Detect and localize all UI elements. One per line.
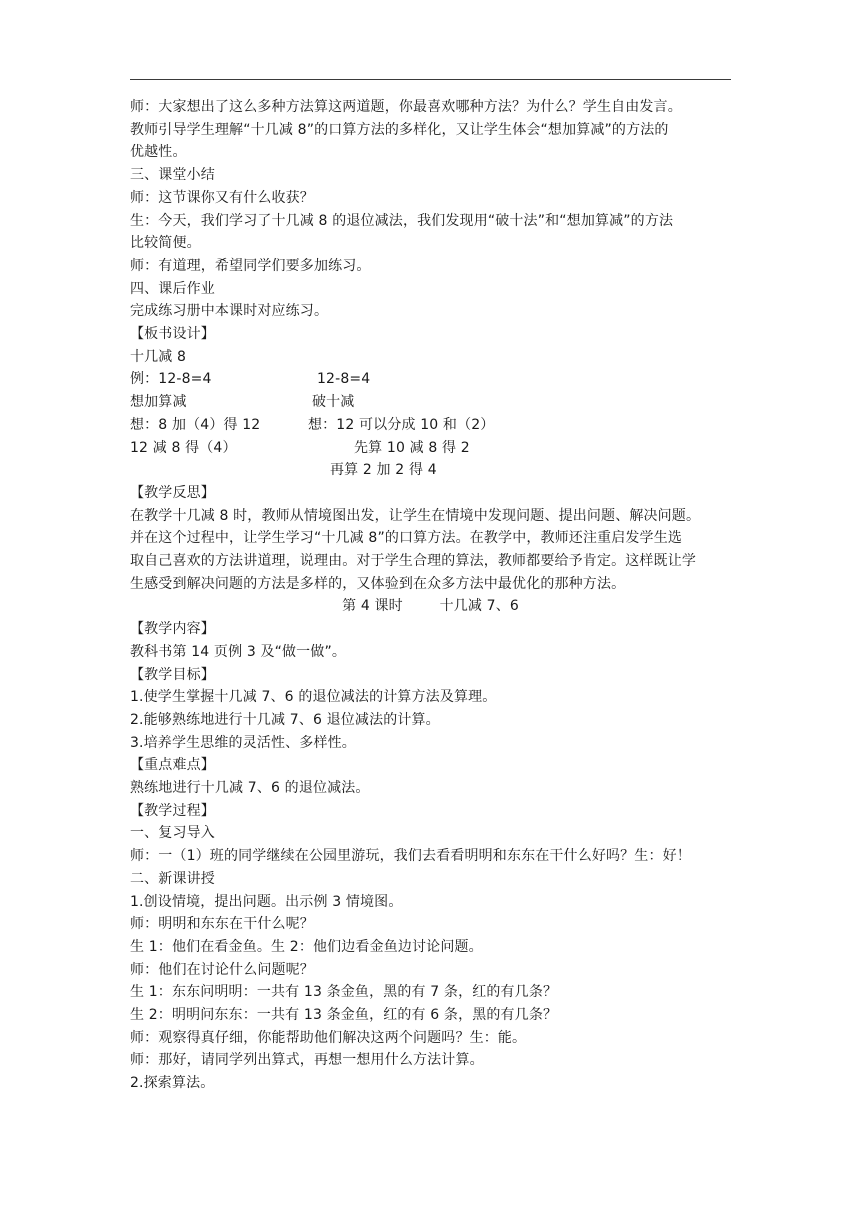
paragraph-line: 在教学十几减 8 时，教师从情境图出发，让学生在情境中发现问题、提出问题、解决问题。 — [130, 507, 701, 524]
section-heading: 【教学反思】 — [130, 484, 215, 501]
section-heading: 二、新课讲授 — [130, 870, 215, 887]
board-right: 想：12 可以分成 10 和（2） — [308, 416, 495, 433]
paragraph-line: 师：明明和东东在干什么呢？ — [130, 916, 314, 933]
paragraph-line: 师：大家想出了这么多种方法算这两道题，你最喜欢哪种方法？为什么？学生自由发言。 — [130, 99, 682, 115]
board-title: 十几减 8 — [130, 348, 187, 365]
section-heading: 【教学过程】 — [130, 802, 215, 819]
paragraph-line: 教科书第 14 页例 3 及“做一做”。 — [130, 643, 347, 660]
board-right: 破十减 — [312, 394, 355, 411]
paragraph-line: 1.创设情境，提出问题。出示例 3 情境图。 — [130, 893, 403, 910]
paragraph-line: 教师引导学生理解“十几减 8”的口算方法的多样化，又让学生体会“想加算减”的方法的 — [130, 121, 669, 138]
paragraph-line: 并在这个过程中，让学生学习“十几减 8”的口算方法。在教学中，教师还注重启发学生选 — [130, 530, 683, 547]
paragraph-line: 师：一（1）班的同学继续在公园里游玩，我们去看看明明和东东在干什么好吗？生：好！ — [130, 848, 691, 865]
paragraph-line: 完成练习册中本课时对应练习。 — [130, 303, 329, 320]
paragraph-line: 取自己喜欢的方法讲道理，说理由。对于学生合理的算法，教师都要给予肯定。这样既让学 — [130, 552, 696, 569]
section-heading: 四、课后作业 — [130, 280, 215, 297]
board-left: 12 减 8 得（4） — [130, 439, 237, 456]
board-row — [130, 368, 731, 391]
board-left: 想加算减 — [130, 394, 187, 411]
paragraph-line: 生 1：东东问明明：一共有 13 条金鱼，黑的有 7 条，红的有几条？ — [130, 984, 558, 1001]
paragraph-line: 生感受到解决问题的方法是多样的，又体验到在众多方法中最优化的那种方法。 — [130, 575, 626, 592]
paragraph-line: 生 2：明明问东东：一共有 13 条金鱼，红的有 6 条，黑的有几条？ — [130, 1007, 558, 1024]
paragraph-line: 师：那好，请同学列出算式，再想一想用什么方法计算。 — [130, 1052, 484, 1069]
board-left: 例：12-8=4 — [130, 371, 212, 388]
paragraph-line: 1.使学生掌握十几减 7、6 的退位减法的计算方法及算理。 — [130, 689, 497, 706]
section-heading: 【重点难点】 — [130, 757, 215, 774]
board-row — [130, 414, 731, 437]
board-left: 想：8 加（4）得 12 — [130, 416, 261, 433]
paragraph-line: 师：他们在讨论什么问题呢？ — [130, 961, 314, 978]
section-heading: 三、课堂小结 — [130, 167, 215, 184]
section-heading: 【教学内容】 — [130, 621, 215, 638]
paragraph-line: 2.探索算法。 — [130, 1075, 215, 1092]
paragraph-line: 熟练地进行十几减 7、6 的退位减法。 — [130, 780, 370, 797]
paragraph-line: 优越性。 — [130, 144, 187, 161]
section-heading: 【教学目标】 — [130, 666, 215, 683]
paragraph-line: 师：有道理，希望同学们要多加练习。 — [130, 257, 371, 274]
paragraph-line: 2.能够熟练地进行十几减 7、6 退位减法的计算。 — [130, 711, 440, 728]
board-right: 再算 2 加 2 得 4 — [330, 462, 437, 479]
paragraph-line: 生：今天，我们学习了十几减 8 的退位减法，我们发现用“破十法”和“想加算减”的方法 — [130, 212, 674, 229]
paragraph-line: 师：观察得真仔细，你能帮助他们解决这两个问题吗？生：能。 — [130, 1029, 527, 1046]
header-rule — [130, 79, 731, 80]
paragraph-line: 生 1：他们在看金鱼。生 2：他们边看金鱼边讨论问题。 — [130, 938, 483, 955]
board-row — [130, 459, 731, 482]
lesson-title: 第 4 课时 十几减 7、6 — [342, 598, 519, 615]
board-row — [130, 437, 731, 460]
section-heading: 【板书设计】 — [130, 326, 215, 343]
board-row — [130, 391, 731, 414]
document-body — [130, 96, 731, 1095]
board-right: 12-8=4 — [317, 371, 371, 388]
paragraph-line: 3.培养学生思维的灵活性、多样性。 — [130, 734, 356, 751]
paragraph-line: 比较简便。 — [130, 235, 201, 252]
paragraph-line: 师：这节课你又有什么收获？ — [130, 189, 314, 206]
section-heading: 一、复习导入 — [130, 825, 215, 842]
board-right: 先算 10 减 8 得 2 — [354, 439, 470, 456]
